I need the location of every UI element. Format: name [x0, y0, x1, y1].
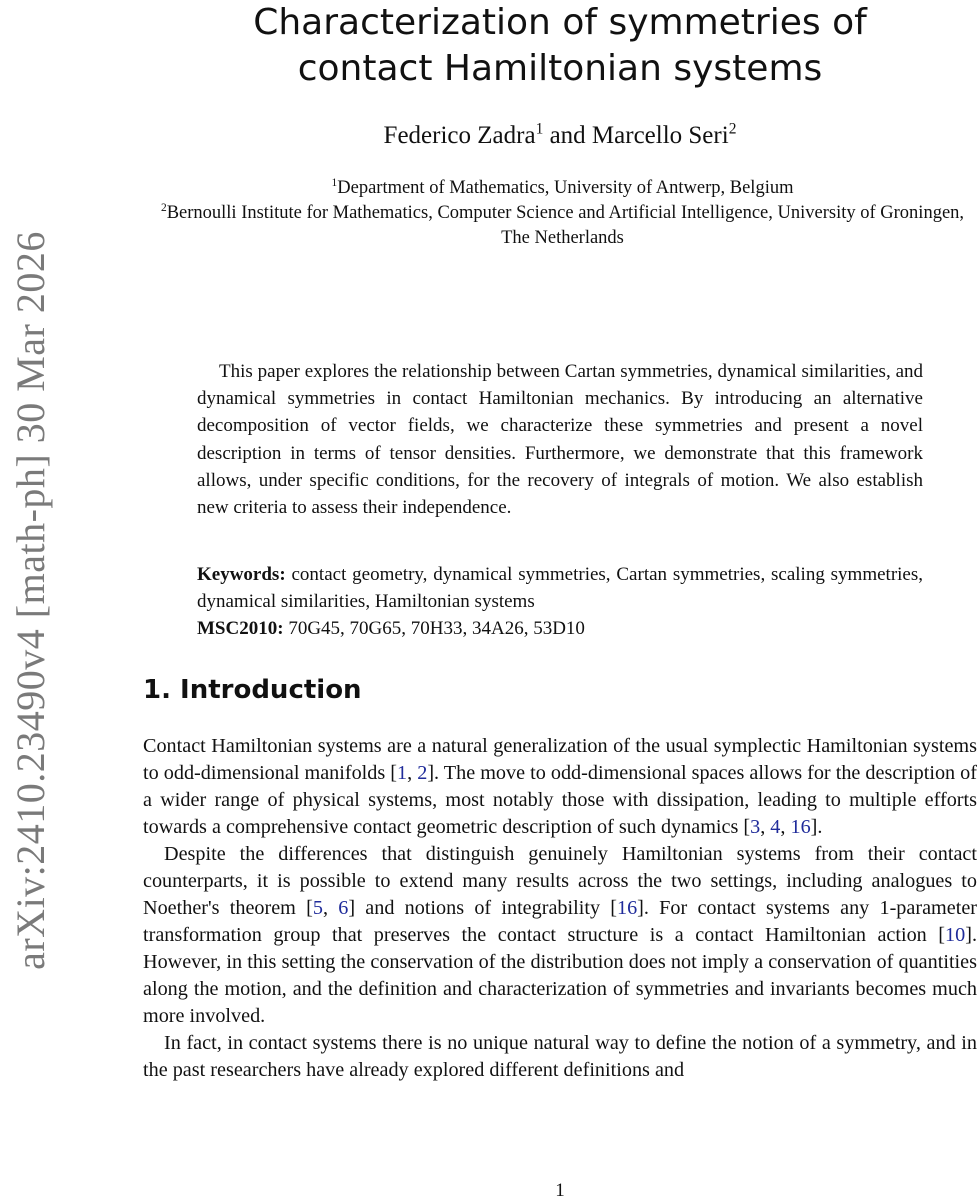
citation-separator: , — [780, 816, 791, 838]
author-2-affiliation-mark: 2 — [728, 120, 737, 138]
affiliation-2-text: Bernoulli Institute for Mathematics, Computer Science and Artificial Intelligence, University of Groningen, The Netherlands — [166, 203, 965, 248]
affiliation-1 — [150, 176, 975, 201]
affiliation-1-text: Department of Mathematics, University of Antwerp, Belgium — [337, 178, 794, 198]
paragraph-1-text-a: Contact Hamiltonian systems are a natural generalization of the usual symplectic Hamiltonian systems to odd-dimensional manifolds [ — [143, 735, 977, 784]
section-heading: 1. Introduction — [143, 675, 362, 705]
citation-link[interactable]: 10 — [945, 924, 966, 946]
msc-codes: 70G45, 70G65, 70H33, 34A26, 53D10 — [288, 618, 585, 639]
keywords-text: contact geometry, dynamical symmetries, Cartan symmetries, scaling symmetries, dynamical similarities, Hamiltonian systems — [197, 564, 924, 612]
citation-link[interactable]: 6 — [338, 897, 349, 919]
paragraph-2-text-a: Despite the differences that distinguish genuinely Hamiltonian systems from their contact counterparts, it is possible to extend many results across the two settings, including analogues to Noether's theorem [ — [143, 843, 977, 919]
author-list — [170, 122, 950, 150]
citation-separator: , — [760, 816, 771, 838]
keywords-label: Keywords: — [197, 564, 286, 585]
author-2: Marcello Seri — [591, 122, 729, 149]
paragraph-2-text-c: ]. For contact systems any 1-parameter transformation group that preserves the contact structure is a contact Hamiltonian action [ — [143, 897, 978, 946]
citation-separator: , — [407, 762, 418, 784]
citation-link[interactable]: 3 — [750, 816, 761, 838]
keywords — [197, 561, 923, 615]
author-conjunction: and — [549, 122, 586, 149]
citation-link[interactable]: 16 — [790, 816, 811, 838]
citation-link[interactable]: 1 — [397, 762, 408, 784]
paragraph-2-text-b: ] and notions of integrability [ — [348, 897, 617, 919]
introduction-body — [143, 733, 977, 1084]
msc-label: MSC2010: — [197, 618, 284, 639]
affiliation-2-mark: 2 — [160, 201, 167, 214]
paragraph-1 — [143, 733, 977, 841]
citation-link[interactable]: 2 — [417, 762, 428, 784]
abstract: This paper explores the relationship between Cartan symmetries, dynamical similarities, and dynamical symmetries in contact Hamiltonian mechanics. By introducing an alternative decomposition of vector fields, we characterize these symmetries and present a novel description in terms of tensor densities. Furthermore, we demonstrate that this framework allows, under specific conditions, for the recovery of integrals of motion. We also establish new criteria to assess their independence. — [197, 361, 923, 519]
arxiv-sidebar — [0, 0, 60, 1200]
paper-title — [170, 0, 950, 92]
paragraph-1-text-c: ]. — [810, 816, 823, 838]
citation-separator: , — [322, 897, 339, 919]
citation-link[interactable]: 4 — [770, 816, 781, 838]
affiliation-1-mark: 1 — [331, 176, 338, 189]
paragraph-2-text-d: ]. However, in this setting the conservation of the distribution does not imply a conservation of quantities along the motion, and the definition and characterization of symmetries and invariants becomes much more involved. — [143, 924, 977, 1027]
page-number: 1 — [555, 1180, 565, 1201]
title-line-1: Characterization of symmetries of — [253, 2, 867, 43]
paragraph-3: In fact, in contact systems there is no unique natural way to define the notion of a symmetry, and in the past researchers have already explored different definitions and — [143, 1032, 977, 1081]
msc-classification — [197, 615, 923, 642]
affiliation-2 — [150, 201, 975, 251]
citation-link[interactable]: 16 — [616, 897, 638, 919]
arxiv-identifier: arXiv:2410.23490v4 [math-ph] 30 Mar 2026 — [7, 230, 53, 970]
author-1: Federico Zadra — [383, 122, 536, 149]
paragraph-1-text-b: ]. The move to odd-dimensional spaces allows for the description of a wider range of physical systems, most notably those with dissipation, leading to multiple efforts towards a comprehensive contact geometric description of such dynamics [ — [143, 762, 977, 838]
author-1-affiliation-mark: 1 — [535, 120, 544, 138]
title-line-2: contact Hamiltonian systems — [297, 48, 823, 89]
paragraph-2 — [143, 841, 977, 1030]
citation-link[interactable]: 5 — [312, 897, 323, 919]
